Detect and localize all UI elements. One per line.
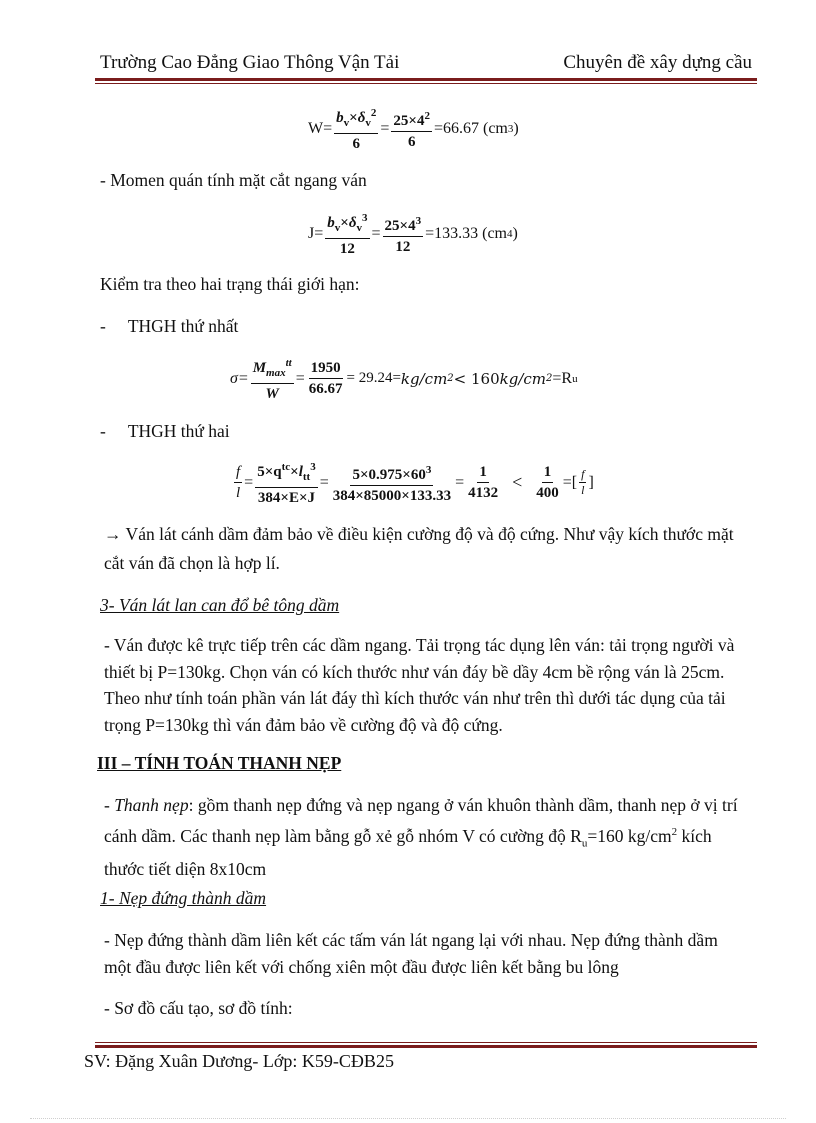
thgh2-line: - THGH thứ hai — [100, 421, 230, 441]
header-rule-thick — [95, 78, 757, 81]
eq-w-frac2: $\frac{25\times 4^2}{6}$ — [391, 107, 432, 151]
footer-rule-thick — [95, 1045, 757, 1048]
section-1-title: 1- Nẹp đứng thành dầm — [100, 888, 267, 908]
eq-w-result: =66.67 (cm — [433, 119, 508, 137]
equation-moment-inertia: J= $\frac{b_v\times\delta_v^3}{12}$ = $\frac{25\times 4^3}{12}$ =133.33 (cm 4 ) — [308, 209, 518, 258]
equation-stress: σ= $\frac{M_{max}^{tt}}{W}$ = $\frac{1950}{66.67}$ = 29.24= kg/cm 2 < 160 kg/cm 2 =R u — [230, 354, 578, 403]
conclusion-paragraph: → Ván lát cánh dầm đảm bảo về điều kiện cường độ và độ cứng. Như vậy kích thước mặt cắt ván đã chọn là hợp lí. — [104, 524, 734, 573]
eq-sigma-result: = 29.24= — [346, 370, 401, 386]
header-right: Chuyên đề xây dựng cầu — [563, 52, 752, 73]
eq-f-frac4: $\frac{1}{400}$ — [536, 464, 559, 501]
nep-paragraph: - Thanh nẹp: gồm thanh nẹp đứng và nẹp ngang ở ván khuôn thành dầm, thanh nẹp ở vị trí cánh dầm. Các thanh nẹp làm bằng gỗ xẻ gỗ nhóm V có cường độ $R_u=160$ $kg/cm^2$ kích thước tiết diện 8x10cm — [104, 795, 738, 880]
header-rule-thin — [95, 83, 757, 84]
nep-dung-paragraph: - Nẹp đứng thành dầm liên kết các tấm ván lát ngang lại với nhau. Nẹp đứng thành dầm một đầu được liên kết với chống xiên một đầu được liên kết bằng bu lông — [104, 930, 718, 977]
eq-j-lhs: J= — [308, 224, 324, 242]
footer-text: SV: Đặng Xuân Dương- Lớp: K59-CĐB25 — [84, 1051, 394, 1071]
eq-j-result: =133.33 (cm — [425, 224, 507, 242]
page-edge-dotted — [30, 1118, 786, 1119]
header-left: Trường Cao Đẳng Giao Thông Vận Tải — [100, 52, 400, 73]
check-label: Kiểm tra theo hai trạng thái giới hạn: — [100, 274, 360, 294]
so-do-label: - Sơ đồ cấu tạo, sơ đồ tính: — [104, 998, 293, 1018]
equation-section-modulus: W= $\frac{b_v\times\delta_v^2}{6}$ = $\frac{25\times 4^2}{6}$ =66.67 (cm 3 ) — [308, 104, 519, 153]
heading-iii: III – TÍNH TOÁN THANH NẸP — [97, 753, 342, 773]
eq-f-rhs: $\frac{f}{l}$ — [581, 467, 585, 497]
eq-w-lhs: W= — [308, 119, 333, 137]
eq-sigma-lhs: σ= — [230, 369, 249, 387]
eq-w-frac1: $\frac{b_v\times\delta_v^2}{6}$ — [334, 104, 378, 153]
eq-j-frac1: $\frac{b_v\times\delta_v^3}{12}$ — [325, 209, 369, 258]
thgh1-line: - THGH thứ nhất — [100, 316, 239, 336]
eq-f-frac3: $\frac{1}{4132}$ — [468, 464, 499, 501]
eq-f-frac1: $\frac{5\times q^{tc}\times l_{tt}^3}{384\times E\times J}$ — [255, 458, 318, 507]
eq-sigma-frac2: $\frac{1950}{66.67}$ — [308, 360, 343, 397]
equation-deflection: $\frac{f}{l}$ = $\frac{5\times q^{tc}\times l_{tt}^3}{384\times E\times J}$ = $\frac{5\times 0.975\times 60^3}{384\times 85000\times 133.33}$ = $\frac{1}{4132}$ < $\frac{1}{400}$ =[ $\frac{f}{l}$ ] — [232, 458, 594, 507]
eq-j-frac2: $\frac{25\times 4^3}{12}$ — [383, 212, 424, 256]
footer-rule-thin — [95, 1042, 757, 1043]
eq-f-lhs: $\frac{f}{l}$ — [236, 464, 241, 501]
section-3-paragraph: - Ván được kê trực tiếp trên các dầm ngang. Tải trọng tác dụng lên ván: tải trọng người và thiết bị P=130kg. Chọn ván có kích thước như ván đáy bề dầy 4cm bề rộng ván là 25cm. Theo như tính toán phần ván lát đáy thì kích thước ván như trên thì dưới tác dụng của tải trọng P=130kg thì ván đảm bảo về cường độ và độ cứng. — [104, 635, 735, 735]
moment-label: - Momen quán tính mặt cắt ngang ván — [100, 170, 367, 190]
eq-sigma-frac1: $\frac{M_{max}^{tt}}{W}$ — [251, 354, 294, 403]
section-3-title: 3- Ván lát lan can đổ bê tông dầm — [100, 595, 340, 615]
eq-f-frac2: $\frac{5\times 0.975\times 60^3}{384\times 85000\times 133.33}$ — [331, 461, 453, 505]
